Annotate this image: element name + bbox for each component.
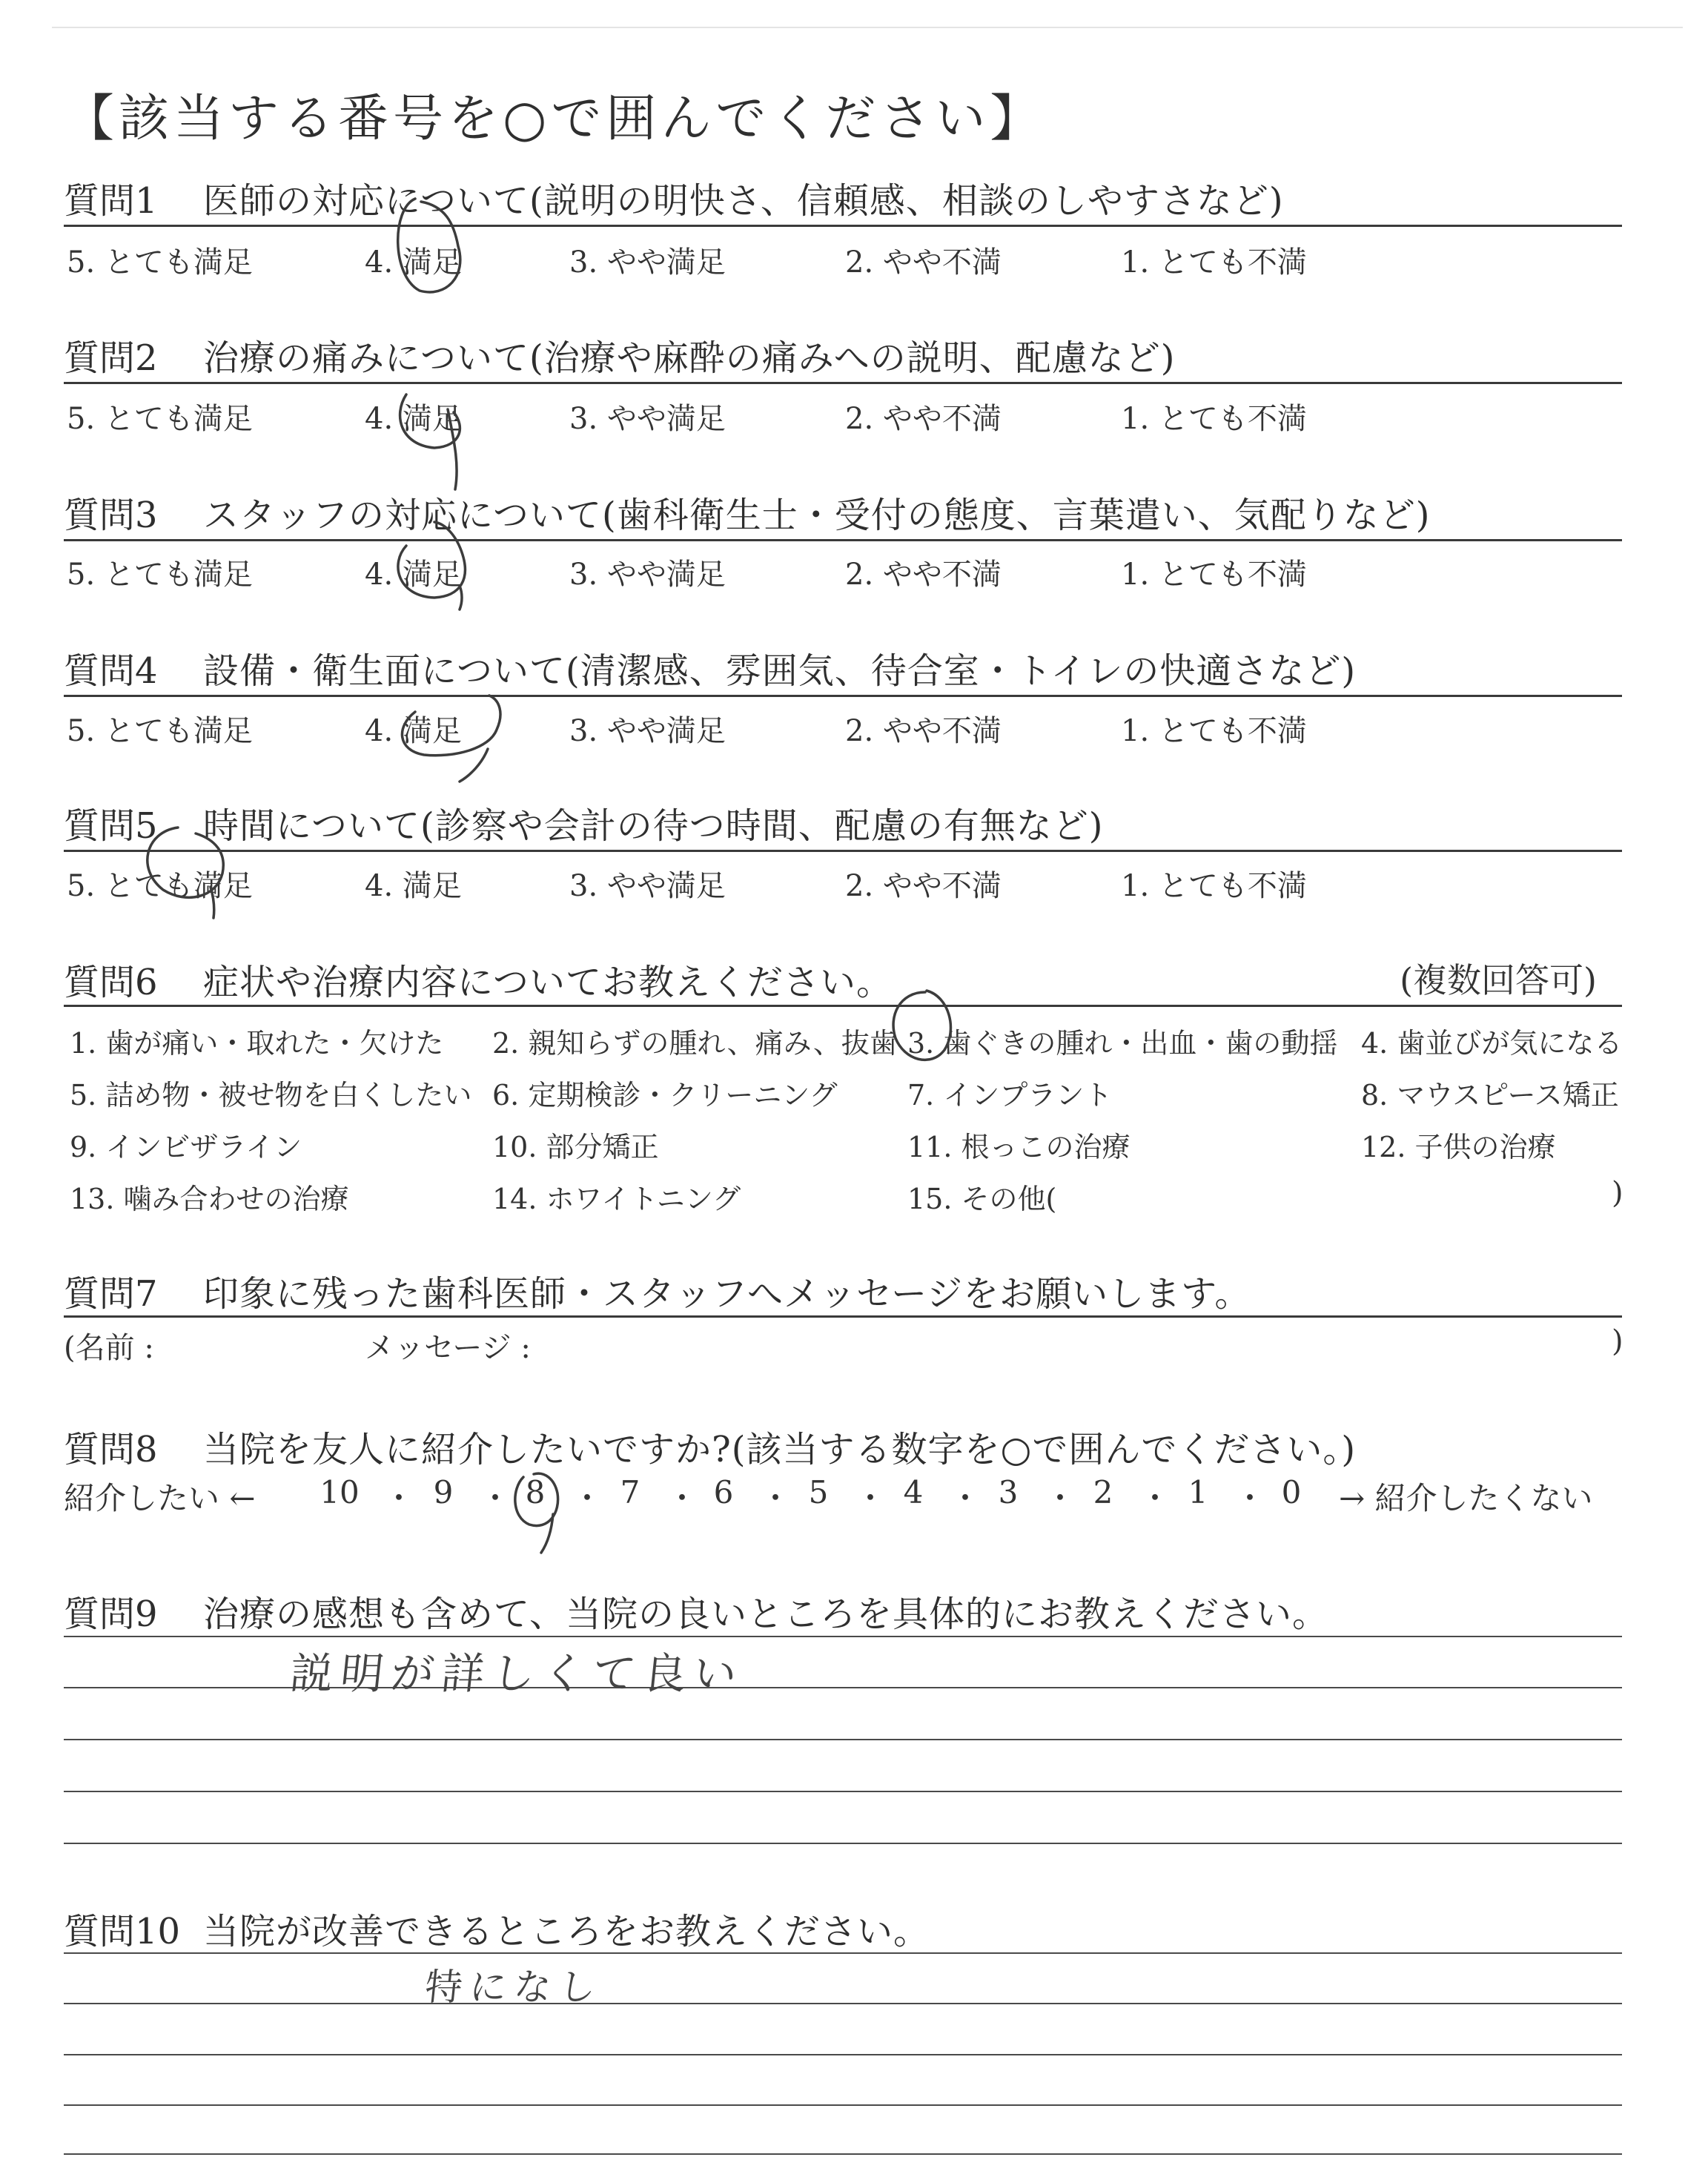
q6-option-13[interactable]: 13. 噛み合わせの治療 (70, 1183, 349, 1215)
q6-other-close-paren: ) (1612, 1176, 1623, 1210)
question-divider (64, 225, 1622, 227)
q7-message-label: メッセージ : (365, 1331, 531, 1365)
q5-option-1[interactable]: 1. とても不満 (1121, 869, 1307, 903)
q8-right-label: → 紹介したくない (1339, 1480, 1593, 1516)
q4-option-2[interactable]: 2. やや不満 (845, 714, 1002, 748)
q1-option-2[interactable]: 2. やや不満 (845, 245, 1002, 280)
q2-option-4[interactable]: 4. 満足 (365, 402, 462, 436)
q7-name-label: (名前 : (64, 1331, 154, 1365)
q6-option-1[interactable]: 1. 歯が痛い・取れた・欠けた (70, 1027, 444, 1060)
q8-scale-separator: ・ (760, 1480, 792, 1516)
question-9-title (64, 1585, 1328, 1636)
q6-option-4[interactable]: 4. 歯並びが気になる (1361, 1027, 1623, 1060)
q6-option-9[interactable]: 9. インビザライン (70, 1131, 302, 1163)
q8-scale-5[interactable]: 5 (808, 1474, 829, 1510)
question-divider (64, 539, 1622, 541)
q10-handwritten-answer[interactable]: 特になし (423, 1966, 606, 2009)
question-text: 設備・衛生面について(清潔感、雰囲気、待合室・トイレの快適さなど) (203, 650, 1357, 692)
question-number: 質問7 (64, 1273, 158, 1315)
q1-option-1[interactable]: 1. とても不満 (1121, 245, 1307, 280)
question-2-title (64, 329, 1176, 380)
q1-option-4[interactable]: 4. 満足 (365, 245, 462, 280)
question-number: 質問4 (64, 650, 158, 692)
form-heading: 【該当する番号を○で囲んでください】 (64, 90, 1045, 148)
q4-option-4[interactable]: 4. 満足 (365, 714, 462, 748)
question-number: 質問3 (64, 495, 158, 536)
question-number: 質問1 (64, 180, 158, 222)
q8-scale-separator: ・ (1139, 1480, 1171, 1516)
q2-option-3[interactable]: 3. やや満足 (569, 402, 726, 436)
answer-line (64, 2003, 1622, 2004)
q6-option-15[interactable]: 15. その他( (907, 1183, 1057, 1215)
q4-option-5[interactable]: 5. とても満足 (67, 714, 253, 748)
q8-scale-0[interactable]: 0 (1281, 1474, 1302, 1510)
q8-left-label: 紹介したい ← (64, 1480, 256, 1516)
q1-option-3[interactable]: 3. やや満足 (569, 245, 726, 280)
answer-line (64, 1791, 1622, 1792)
q5-option-2[interactable]: 2. やや不満 (845, 869, 1002, 903)
question-number: 質問9 (64, 1593, 158, 1635)
question-7-title (64, 1265, 1251, 1316)
question-number: 質問2 (64, 337, 158, 379)
question-text: 医師の対応について(説明の明快さ、信頼感、相談のしやすさなど) (203, 180, 1284, 222)
q2-option-5[interactable]: 5. とても満足 (67, 402, 253, 436)
question-text: 印象に残った歯科医師・スタッフへメッセージをお願いします。 (203, 1273, 1251, 1315)
q8-scale-separator: ・ (572, 1480, 603, 1516)
question-text: 治療の痛みについて(治療や麻酔の痛みへの説明、配慮など) (203, 337, 1176, 379)
question-number: 質問6 (64, 962, 158, 1003)
q8-scale-separator: ・ (666, 1480, 698, 1516)
q6-option-5[interactable]: 5. 詰め物・被せ物を白くしたい (70, 1079, 472, 1112)
q5-option-3[interactable]: 3. やや満足 (569, 869, 726, 903)
q7-close-paren: ) (1612, 1324, 1623, 1358)
q8-scale-separator: ・ (855, 1480, 887, 1516)
question-divider (64, 695, 1622, 697)
q3-option-5[interactable]: 5. とても満足 (67, 558, 253, 592)
q6-option-14[interactable]: 14. ホワイトニング (492, 1183, 741, 1215)
q8-scale-3[interactable]: 3 (998, 1474, 1019, 1510)
q8-scale-4[interactable]: 4 (903, 1474, 924, 1510)
answer-line (64, 2153, 1622, 2155)
q6-option-2[interactable]: 2. 親知らずの腫れ、痛み、抜歯 (492, 1027, 898, 1060)
answer-line (64, 1843, 1622, 1844)
multiple-answers-note: (複数回答可) (1400, 960, 1597, 1000)
question-10-title (64, 1903, 930, 1954)
q8-scale-separator: ・ (383, 1480, 415, 1516)
question-number: 質問5 (64, 805, 158, 847)
question-1-title (64, 172, 1284, 223)
top-border (52, 27, 1683, 28)
q8-scale-8[interactable]: 8 (525, 1474, 546, 1510)
q3-option-1[interactable]: 1. とても不満 (1121, 558, 1307, 592)
question-3-title (64, 486, 1431, 538)
q4-option-1[interactable]: 1. とても不満 (1121, 714, 1307, 748)
question-6-title (64, 954, 893, 1005)
answer-line (64, 2104, 1622, 2106)
q3-option-2[interactable]: 2. やや不満 (845, 558, 1002, 592)
q6-option-10[interactable]: 10. 部分矯正 (492, 1131, 659, 1163)
answer-line (64, 1636, 1622, 1637)
q8-scale-2[interactable]: 2 (1093, 1474, 1113, 1510)
q8-scale-7[interactable]: 7 (620, 1474, 640, 1510)
question-text: スタッフの対応について(歯科衛生士・受付の態度、言葉遣い、気配りなど) (203, 495, 1431, 536)
q8-scale-separator: ・ (1045, 1480, 1076, 1516)
answer-line (64, 1952, 1622, 1954)
question-number: 質問8 (64, 1429, 158, 1470)
question-number: 質問10 (64, 1911, 181, 1952)
q5-option-4[interactable]: 4. 満足 (365, 869, 462, 903)
q8-scale-1[interactable]: 1 (1188, 1474, 1208, 1510)
q6-option-12[interactable]: 12. 子供の治療 (1361, 1131, 1556, 1163)
question-divider (64, 1005, 1622, 1007)
question-text: 当院を友人に紹介したいですか?(該当する数字を○で囲んでください。) (203, 1429, 1357, 1470)
q8-scale-separator: ・ (950, 1480, 982, 1516)
q9-handwritten-answer[interactable]: 説明が詳しくて良い (287, 1648, 747, 1699)
question-8-title (64, 1421, 1356, 1472)
question-5-title (64, 797, 1104, 848)
q6-option-6[interactable]: 6. 定期検診・クリーニング (492, 1079, 838, 1112)
q3-option-3[interactable]: 3. やや満足 (569, 558, 726, 592)
q6-option-3[interactable]: 3. 歯ぐきの腫れ・出血・歯の動揺 (907, 1027, 1338, 1060)
q6-option-11[interactable]: 11. 根っこの治療 (907, 1131, 1131, 1163)
question-divider (64, 1315, 1622, 1318)
answer-line (64, 1739, 1622, 1740)
question-text: 治療の感想も含めて、当院の良いところを具体的にお教えください。 (203, 1593, 1329, 1635)
q3-option-4[interactable]: 4. 満足 (365, 558, 462, 592)
q2-option-1[interactable]: 1. とても不満 (1121, 402, 1307, 436)
q6-option-8[interactable]: 8. マウスピース矯正 (1361, 1079, 1619, 1112)
q4-option-3[interactable]: 3. やや満足 (569, 714, 726, 748)
question-text: 当院が改善できるところをお教えください。 (203, 1911, 930, 1952)
q2-option-2[interactable]: 2. やや不満 (845, 402, 1002, 436)
q8-scale-separator: ・ (1234, 1480, 1266, 1516)
answer-line (64, 2054, 1622, 2055)
question-text: 症状や治療内容についてお教えください。 (203, 962, 893, 1003)
question-text: 時間について(診察や会計の待つ時間、配慮の有無など) (203, 805, 1104, 847)
question-divider (64, 850, 1622, 852)
q8-scale-6[interactable]: 6 (713, 1474, 734, 1510)
q8-scale-9[interactable]: 9 (433, 1474, 454, 1510)
q8-scale-separator: ・ (480, 1480, 512, 1516)
q8-scale-10[interactable]: 10 (320, 1474, 360, 1510)
q6-option-7[interactable]: 7. インプラント (907, 1079, 1113, 1112)
q5-option-5[interactable]: 5. とても満足 (67, 869, 253, 903)
question-divider (64, 382, 1622, 384)
question-4-title (64, 642, 1356, 693)
q1-option-5[interactable]: 5. とても満足 (67, 245, 253, 280)
